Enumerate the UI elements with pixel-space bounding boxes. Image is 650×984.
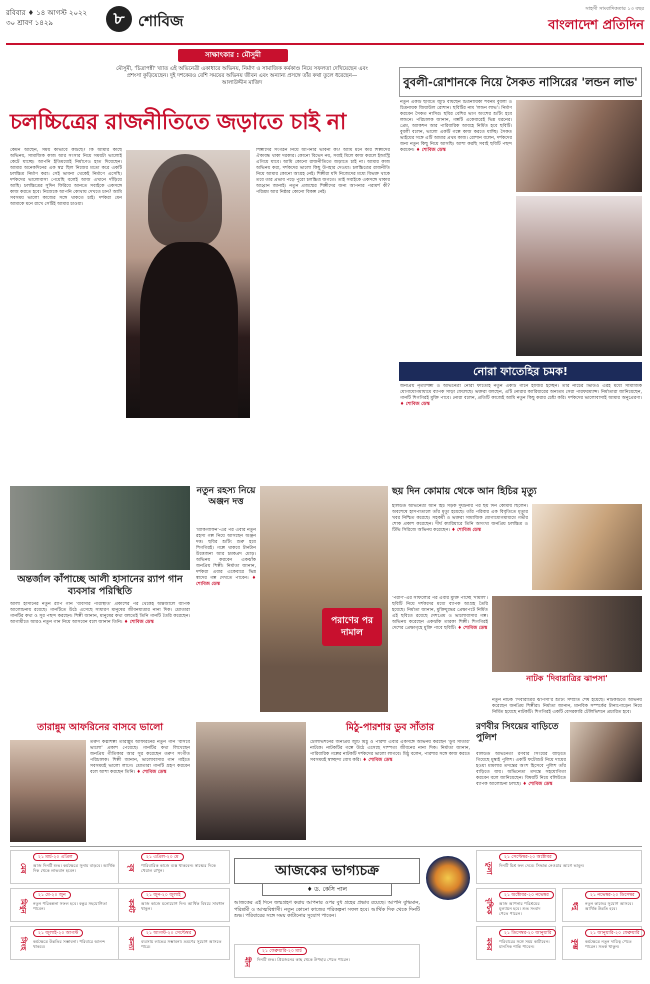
chhoy-din-credit: ♦ শোবিজ ডেস্ক [451,528,482,533]
moushumi-photo [126,150,250,418]
poran-body [392,596,488,714]
zodiac-card[interactable] [476,926,556,960]
bubli-credit: ♦ শোবিজ ডেস্ক [416,148,446,153]
zodiac-prediction: আজ কাজে মনোযোগ দিন। আর্থিক বিষয়ে সাবধান থাকুন। [141,901,225,911]
ranveer-credit: ♦ শোবিজ ডেস্ক [522,782,553,787]
zodiac-card[interactable] [118,850,230,884]
zodiac-prediction: আজ আপনার পরিশ্রমের মূল্যায়ন হবে। শুভ সংবাদ পেতে পারেন। [499,901,541,916]
zodiac-card[interactable] [562,926,642,960]
horoscope-title: আজকের ভাগ্যচক্র [275,863,379,879]
page-number-badge: ৮ [106,6,132,32]
horoscope-intro: আজকের এই দিনে জন্মগ্রহণ করায় আপনার ওপর বুধ গ্রহের প্রভাব রয়েছে। আপনি বুদ্ধিমান, পরিশ্রমী ও আত্মবিশ্বাসী। নতুন কোনো কাজের পরিকল্পনা সফল হবে। আর্থিক দিক থেকে দিনটি শুভ। পরিবারের সঙ্গে সময় কাটানোর সুযোগ পাবেন। [234,900,420,920]
zodiac-prediction: ব্যবসায় লাভের সম্ভাবনা। ভ্রমণের সুযোগ আসতে পারে। [141,939,222,949]
zodiac-sign-name: বৃশ্চিক [485,897,493,915]
tarannum-credit: ♦ শোবিজ ডেস্ক [136,770,167,775]
masthead-divider [6,43,644,45]
zodiac-card[interactable] [118,926,230,960]
logo-wordmark: বাংলাদেশ প্রতিদিন [548,18,644,33]
zodiac-sign-name: কুম্ভ [571,938,579,950]
zodiac-date-range: ২১ সেপ্টেম্বর-২০ অক্টোবর [499,853,557,861]
zodiac-card[interactable] [562,888,642,922]
zodiac-date-range: ২১ অক্টোবর-২০ নভেম্বর [499,891,554,899]
mithu-credit: ♦ শোবিজ ডেস্ক [362,758,393,763]
andalib-body-text: আলী হাসানের নতুন র‍্যাপ গান 'ব্যবসার পরিস্থিতি' প্রকাশের পর থেকেই অন্তর্জালে ব্যাপক আলোচনায় রয়েছে। গানটিতে উঠে এসেছে সাধারণ মানুষের জীবনযাত্রার নানা দিক। শ্রোতারা গানটির কথা ও সুর পছন্দ করছেন। শিল্পী জানান, মানুষের কথা বলতেই তিনি গানটি তৈরি করেছেন। আগামীতে আরও নতুন গান নিয়ে আসবেন বলে জানান তিনি। [10,602,190,625]
natun-rahasya-body-text: 'ম্যাকগাফিন'-এর পর এবার নতুন রহস্য গল্প নিয়ে আসছেন অঞ্জন দত্ত। ছবির শুটিং শুরু হবে শিগগিরই। গল্পে থাকবে টানটান উত্তেজনা আর চমকপ্রদ মোড়। অভিনয় করবেন একঝাঁক জনপ্রিয় শিল্পী। নির্মাতা জানান, দর্শকরা এবার একেবারে ভিন্ন স্বাদের গল্প দেখতে পাবেন। [196,528,256,581]
date-gregorian: রবিবার ♦ ১৪ আগস্ট ২০২২ [6,9,88,17]
tarannum-headline[interactable]: তারান্নুম আফরিনের বাসবে ভালো [36,722,164,733]
chhoy-din-body [392,504,528,590]
zodiac-date-range: ২১ জুন-২০ জুলাই [141,891,186,899]
chhoy-din-headline[interactable]: ছয় দিন কোমায় থেকে আন হিচির মৃত্যু [392,486,537,497]
nora-body-text: জনপ্রিয় নৃত্যশিল্পী ও অভিনেত্রী নোরা ফাতেহি নতুন একটি গানে হাজির হচ্ছেন। তাঁর নাচের ভিডিও এরই মধ্যে সামাজিক যোগাযোগমাধ্যমে ব্যাপক সাড়া ফেলেছে। ভক্তরা বলছেন, এটি নোরার ক্যারিয়ারের অন্যতম সেরা পারফরম্যান্স। নির্মাতারা জানিয়েছেন, গানটি শিগগিরই মুক্তি পাবে। নোরা বলেন, প্রতিটি কাজেই আমি নতুন কিছু করার চেষ্টা করি। দর্শকদের ভালোবাসাই আমার অনুপ্রেরণা। [400,384,642,401]
nora-credit: ♦ শোবিজ ডেস্ক [400,402,430,407]
poran-credit: ♦ শোবিজ ডেস্ক [457,626,488,631]
tarannum-body-text: তরুণ কণ্ঠশিল্পী তারান্নুম আফরিনের নতুন গান 'বাসবে ভালো' প্রকাশ পেয়েছে। গানটির কথা লিখেছেন জনপ্রিয় গীতিকার আর সুর করেছেন তরুণ সংগীত পরিচালক। শিল্পী জানান, ভালোবাসার গান গাইতে সবসময়ই ভালো লাগে। শ্রোতারা গানটি গ্রহণ করবেন বলে আশা করছেন তিনি। [90,740,190,775]
chhoy-din-body-text: হলিউড অভিনেত্রী আন হিচ সড়ক দুর্ঘটনার পর ছয় দিন কোমায় ছিলেন। অবশেষে হাসপাতালে তাঁর মৃত্যু হয়েছে। তাঁর পরিবার এক বিবৃতিতে মৃত্যুর খবর নিশ্চিত করেছে। সহকর্মী ও ভক্তরা সামাজিক যোগাযোগমাধ্যমে গভীর শোক প্রকাশ করেছেন। দীর্ঘ ক্যারিয়ারে তিনি অসংখ্য জনপ্রিয় চলচ্চিত্র ও টিভি সিরিজে অভিনয় করেছেন। [392,504,528,533]
zodiac-sign-name: তুলা [485,861,493,875]
zodiac-sign-name: বৃষ [127,864,135,872]
zodiac-card[interactable] [118,888,230,922]
zodiac-date-range: ২১ আগস্ট-২০ সেপ্টেম্বর [141,929,196,937]
natun-rahasya-headline[interactable]: নতুন রহস্য নিয়ে অঞ্জন দত্ত [196,486,256,507]
masthead [6,6,644,42]
zodiac-prediction: নতুন পরিকল্পনা সফল হবে। বন্ধুর সহযোগিতা পাবেন। [33,901,107,911]
zodiac-prediction: নতুন কাজের সুযোগ আসবে। আর্থিক উন্নতি হবে। [585,901,633,911]
poran-photo [260,486,388,712]
zodiac-card[interactable] [10,850,122,884]
zodiac-sign-name: মকর [485,937,493,951]
zodiac-sign-name: কন্যা [127,937,135,951]
natok-headline[interactable]: নাটক 'দিবারাত্রির ঝাপসা' [526,674,608,683]
zodiac-date-range: ২১ এপ্রিল-২০ মে [141,853,184,861]
tarannum-photo [10,740,86,842]
zodiac-sign-name: মীন [243,956,251,968]
zodiac-date-range: ২১ জুলাই-২০ আগস্ট [33,929,83,937]
zodiac-card[interactable] [476,888,556,922]
bubli-roshan-photo [516,100,642,192]
zodiac-date-range: ২১ মার্চ-২০ এপ্রিল [33,853,78,861]
zodiac-prediction: কর্মক্ষেত্রে উন্নতির সম্ভাবনা। পরিবারে আনন্দ থাকবে। [33,939,106,949]
mithu-body-text: টেলিভিশনের জনপ্রিয় জুটি মিঠু ও পারশা এবার একসঙ্গে অভিনয় করছেন 'ডুব সাঁতার' নাটকে। নাটকটির গল্পে উঠে এসেছে দাম্পত্য জীবনের নানা দিক। নির্মাতা জানান, পারিবারিক গল্পের নাটকটি দর্শকদের ভালো লাগবে। মিঠু বলেন, পারশার সঙ্গে কাজ করতে সবসময়ই স্বাচ্ছন্দ্য বোধ করি। [310,740,470,763]
horoscope-author: ♦ ড. কেসি পাল [262,884,392,896]
ranveer-body-text: বলিউড অভিনেতা রণবীর সিংয়ের বাড়িতে গিয়েছে মুম্বাই পুলিশ। একটি ফটোশুট নিয়ে দায়ের হওয়া মামলার তদন্তের অংশ হিসেবে পুলিশ তাঁর বাড়িতে যায়। অভিনেতা তদন্তে সহযোগিতা করবেন বলে জানিয়েছেন। বিষয়টি নিয়ে বলিউডে ব্যাপক আলোচনা চলছে। [476,752,566,787]
zodiac-prediction: দিনটি মিশ্র ফল দেবে। সিদ্ধান্ত নেওয়ার আগে ভাবুন। [499,863,585,868]
zodiac-date-range: ২১ ডিসেম্বর-২০ জানুয়ারি [499,929,556,937]
natok-body [492,698,642,716]
poran-headline-box[interactable] [322,608,382,646]
zodiac-date-range: ২১ নভেম্বর-২০ ডিসেম্বর [585,891,640,899]
bubli-headline-box[interactable] [399,67,642,97]
date-bengali: ৩০ শ্রাবণ ১৪২৯ [6,19,53,27]
logo-tagline: সাহসী সাংবাদিকতার ১৩ বছর [585,6,644,12]
section-title: শোবিজ [138,12,184,30]
natok-body-text: নতুন নাটক 'দিবারাত্রির ঝাপসা'র শুটিং সম্প্রতি শেষ হয়েছে। নাটকটিতে অভিনয় করেছেন জনপ্রিয় শিল্পীরা। নির্মাতা জানান, মানবিক সম্পর্কের টানাপোড়েন নিয়ে নির্মিত হয়েছে নাটকটি। শিগগিরই একটি বেসরকারি টেলিভিশনে প্রচারিত হবে। [492,698,642,715]
zodiac-sign-name: ধনু [571,901,579,911]
zodiac-prediction: দিনটি শুভ। প্রিয়জনের কাছ থেকে উপহার পেতে পারেন। [257,957,350,962]
bubli-headline: বুবলী-রোশানকে নিয়ে সৈকত নাসিরের 'লন্ডন লাভ' [403,75,638,89]
newspaper-logo[interactable] [536,6,644,37]
horoscope-divider [10,846,642,847]
mithu-photo [196,722,306,840]
horoscope-title-box[interactable] [234,858,420,884]
portrait-hair-shape [148,154,222,246]
interview-column-2: শিল্পীদের সংগঠন নিয়ে আপনার ভাবনা কী? আমি মনে করি শিল্পীদের ঐক্যবদ্ধ থাকা দরকার। কোনো বিভেদ নয়, সবাই মিলে কাজ করলে ইন্ডাস্ট্রি এগিয়ে যাবে। আমি কোনো রাজনীতিতে জড়াতে চাই না। আমার কাজ অভিনয় করা, দর্শকদের ভালো কিছু উপহার দেওয়া। চলচ্চিত্রের রাজনীতি নিয়ে আমার কোনো আগ্রহ নেই। শিল্পীরা যদি নিজেদের মধ্যে বিভক্ত থাকে তবে তার প্রভাব পড়ে পুরো চলচ্চিত্র জগতে। তাই সবাইকে একসঙ্গে থাকার আহ্বান জানাই। নতুন প্রজন্মের শিল্পীদের জন্য আপনার পরামর্শ কী? পরিশ্রম আর নিষ্ঠার কোনো বিকল্প নেই। [256,148,390,195]
andalib-credit: ♦ শোবিজ ডেস্ক [123,620,154,625]
bubli-body-text: নতুন একটি ছবিতে জুটি বাঁধছেন চিত্রনায়িকা শবনম বুবলী ও চিত্রনায়ক জিয়াউল রোশান। ছবিটির নাম 'লন্ডন লাভ'। নির্মাণ করবেন সৈকত নাসির। ছবির বেশির ভাগ অংশের শুটিং হবে লন্ডনে। পরিচালক জানান, গল্পটি একেবারেই ভিন্ন ধরনের। প্রেম, অ্যাকশন আর পারিবারিক আবহে নির্মিত হবে ছবিটি। বুবলী বলেন, ভালো একটি গল্পে কাজ করতে যাচ্ছি। সৈকত ভাইয়ের সঙ্গে এটি আমার প্রথম কাজ। রোশান বলেন, দর্শকদের জন্য নতুন কিছু নিয়ে আসছি। আশা করছি সবাই ছবিটি পছন্দ করবেন। [400,100,512,153]
mithu-body [310,740,470,840]
mithu-headline[interactable]: মিঠু-পারশার ডুব সাঁতার [345,722,435,733]
zodiac-sign-name: কর্কট [127,899,135,913]
zodiac-prediction: পারিবারিক কাজে ব্যস্ত থাকবেন। স্বাস্থ্যের দিকে খেয়াল রাখুন। [141,863,216,873]
zodiac-card[interactable] [10,926,122,960]
ranveer-headline[interactable]: রণবীর সিংয়ের বাড়িতে পুলিশ [476,722,559,743]
zodiac-sign-name: মেষ [19,862,27,874]
interviewer-tag: সাক্ষাৎকার : মৌসুমী [178,49,288,62]
interview-column-1: কেমন আছেন, সময় কীভাবে কাটছে? কি আমার কাছে অভিনয়, সামাজিক কাজ আর সংসার নিয়ে সময়টা ভালোই কেটে যাচ্ছে। আপনি ইতিমধ্যেই নির্মাণেও হাত দিয়েছেন। আমার অনেকদিনের এক স্বপ্ন ছিল নিজের মতো করে একটি চলচ্চিত্র নির্মাণ করা। সেই ভাবনা থেকেই নির্মাণে এসেছি। দর্শকদের ভালোবাসা পেয়েছি বলেই আজ এখানে দাঁড়িয়ে আছি। চলচ্চিত্রের সুদিন ফিরিয়ে আনতে সবাইকে একসঙ্গে কাজ করতে হবে। নিজেকে আপনি কোথায় দেখতে চান? আমি সবসময় ভালো কাজের সঙ্গে থাকতে চাই। দর্শকরা যেন আমাকে মনে রাখে সেটিই আমার চাওয়া। [10,148,122,207]
ranveer-photo [570,722,642,782]
interview-lead: মৌসুমী, 'চিত্রাপন্নী' খ্যাত এই অভিনেত্রী একাধারে অভিনয়, নির্মাণ ও সামাজিক কর্মকাণ্ড নিয়ে সফলতা দেখিয়েছেন এবং প্রশংসা কুড়িয়েছেন। দুই দশকেরও বেশি সময়ের অভিনয় জীবন এবং অন্যান্য প্রসঙ্গে তাঁর কথা তুলে ধরেছেন— আলাউদ্দীন মাজিদ [116,66,368,86]
nora-headline[interactable]: নোরা ফাতেহির চমক! [473,365,568,378]
zodiac-prediction: পরিবারের সঙ্গে সময় কাটাবেন। মানসিক শান্তি পাবেন। [499,939,550,949]
zodiac-prediction: কর্মক্ষেত্রে নতুন দায়িত্ব পেতে পারেন। সতর্ক থাকুন। [585,939,632,949]
bubli-body [400,100,512,352]
portrait-dress-shape [140,242,238,418]
tarannum-body [90,740,190,842]
zodiac-sign-name: মিথুন [19,898,27,914]
nora-photo [516,196,642,356]
interview-headline[interactable]: চলচ্চিত্রের রাজনীতিতে জড়াতে চাই না [10,110,347,135]
zodiac-card[interactable] [476,850,642,884]
ali-hasan-photo [10,486,190,570]
zodiac-card[interactable] [10,888,122,922]
ranveer-body [476,752,566,840]
andalib-headline[interactable]: অন্তর্জাল কাঁপাচ্ছে আলী হাসানের র‍্যাপ গান ব্যবসার পরিস্থিতি [17,574,183,597]
zodiac-card[interactable] [234,944,420,978]
poran-body-text: 'পরাণ'-এর সাফল্যের পর এবার মুক্তি পাচ্ছে 'দামাল'। ছবিটি নিয়ে দর্শকদের মধ্যে ব্যাপক আগ্রহ তৈরি হয়েছে। নির্মাতা জানান, মুক্তিযুদ্ধের প্রেক্ষাপটে নির্মিত এই ছবিতে রয়েছে দেশপ্রেম ও ভালোবাসার গল্প। অভিনয় করেছেন একঝাঁক তারকা শিল্পী। শিগগিরই দেশের প্রেক্ষাগৃহে মুক্তি পাবে ছবিটি। [392,596,488,631]
natok-photo [492,596,642,672]
zodiac-wheel-icon [426,856,470,900]
poran-headline: পরাণের পর দামাল [331,616,373,638]
natun-rahasya-credit: ♦ শোবিজ ডেস্ক [196,576,256,587]
zodiac-date-range: ২১ জানুয়ারি-২০ ফেব্রুয়ারি [585,929,645,937]
natun-rahasya-body [196,528,256,714]
zodiac-date-range: ২১ মে-২০ জুন [33,891,71,899]
zodiac-sign-name: সিংহ [19,937,27,951]
zodiac-prediction: আজ দিনটি শুভ। কর্মক্ষেত্রে সুনাম বাড়বে। আর্থিক দিক থেকে লাভবান হবেন। [33,863,115,873]
nora-body [400,384,642,474]
anne-heche-photo [532,504,642,590]
issue-date [6,8,87,28]
andalib-body [10,602,190,694]
zodiac-date-range: ২১ ফেব্রুয়ারি-২০ মার্চ [257,947,307,955]
